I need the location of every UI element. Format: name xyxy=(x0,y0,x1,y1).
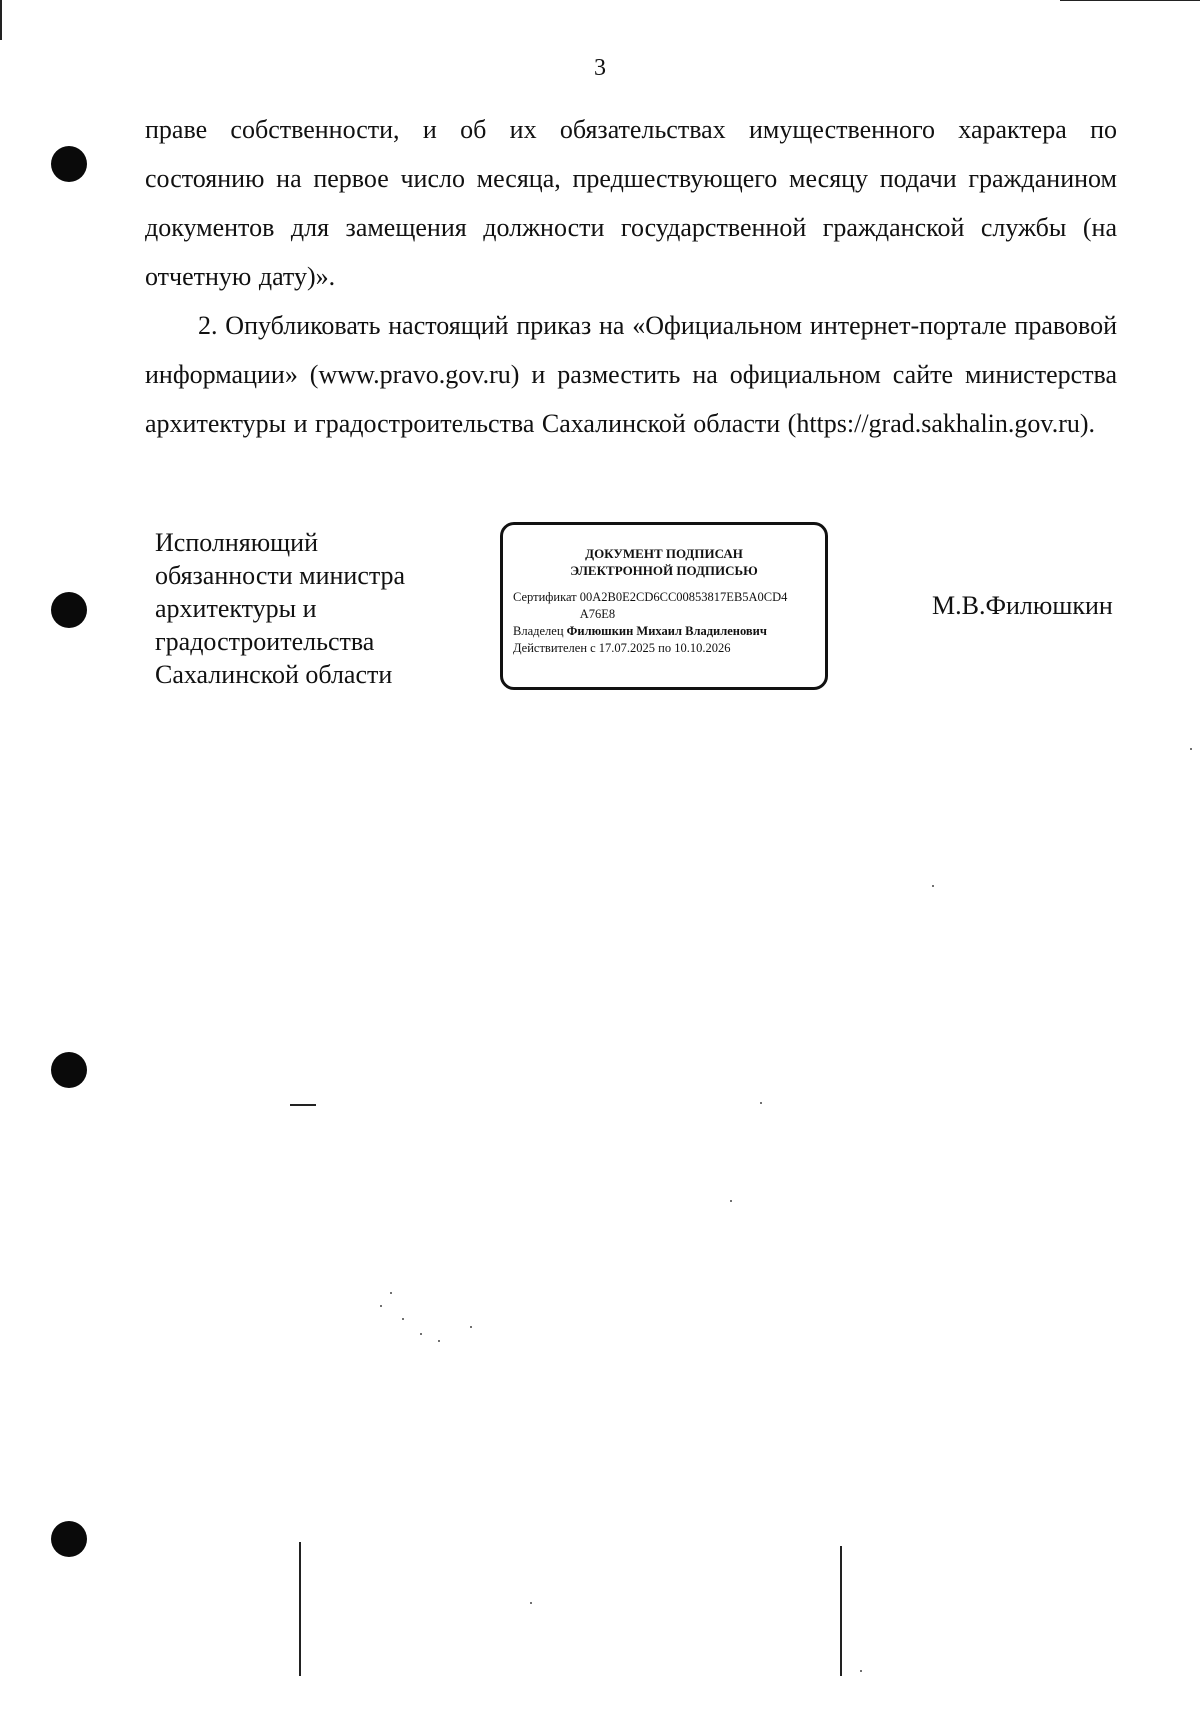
certificate-value: 00A2B0E2CD6CC00853817EB5A0CD4A76E8 xyxy=(579,590,788,621)
punch-hole xyxy=(51,592,87,628)
scan-speck xyxy=(730,1200,732,1202)
scan-speck xyxy=(390,1292,392,1294)
signatory-title xyxy=(155,526,455,691)
scan-vertical-line xyxy=(840,1546,842,1676)
body-text xyxy=(145,105,1117,448)
owner-label: Владелец xyxy=(513,624,564,638)
signer-name: М.В.Филюшкин xyxy=(932,591,1113,620)
stamp-heading-line-1: ДОКУМЕНТ ПОДПИСАН xyxy=(585,546,743,561)
signatory-title-line: обязанности министра xyxy=(155,561,406,590)
signatory-title-line: градостроительства xyxy=(155,627,375,656)
scan-speck xyxy=(402,1318,404,1320)
signatory-title-line: Исполняющий xyxy=(155,528,319,557)
electronic-signature-stamp xyxy=(500,522,828,690)
scan-dash xyxy=(290,1104,316,1106)
scan-speck xyxy=(760,1102,762,1104)
paragraph-continuation: праве собственности, и об их обязательствах имущественного характера по состоянию на первое число месяца, предшествующего месяцу подачи гражданином документов для замещения должности государственной гражданской службы (на отчетную дату)». xyxy=(145,115,1117,291)
certificate-label: Сертификат xyxy=(513,590,577,604)
stamp-heading xyxy=(503,545,825,579)
scan-vertical-line xyxy=(299,1542,301,1676)
page-number: 3 xyxy=(594,55,606,81)
paragraph-publish-order: 2. Опубликовать настоящий приказ на «Официальном интернет-портале правовой информации» (www.pravo.gov.ru) и разместить на официальном сайте министерства архитектуры и градостроительства Сахалинской области (https://grad.sakhalin.gov.ru). xyxy=(145,311,1117,438)
punch-hole xyxy=(51,1052,87,1088)
scan-speck xyxy=(932,885,934,887)
scan-speck xyxy=(438,1340,440,1342)
scan-edge-line xyxy=(0,0,2,40)
scan-speck xyxy=(420,1333,422,1335)
validity-row: Действителен с 17.07.2025 по 10.10.2026 xyxy=(513,641,731,655)
scan-edge-line xyxy=(1060,0,1200,1)
signatory-title-line: архитектуры и xyxy=(155,594,317,623)
stamp-fields xyxy=(513,589,825,657)
punch-hole xyxy=(51,146,87,182)
scan-speck xyxy=(380,1305,382,1307)
stamp-heading-line-2: ЭЛЕКТРОННОЙ ПОДПИСЬЮ xyxy=(570,563,758,578)
punch-hole xyxy=(51,1521,87,1557)
certificate-row xyxy=(513,589,825,623)
scan-speck xyxy=(470,1326,472,1328)
scan-speck xyxy=(1190,748,1192,750)
owner-value: Филюшкин Михаил Владиленович xyxy=(566,624,767,638)
scan-speck xyxy=(530,1602,532,1604)
signatory-title-line: Сахалинской области xyxy=(155,660,393,689)
owner-row xyxy=(513,623,825,640)
scan-speck xyxy=(860,1670,862,1672)
